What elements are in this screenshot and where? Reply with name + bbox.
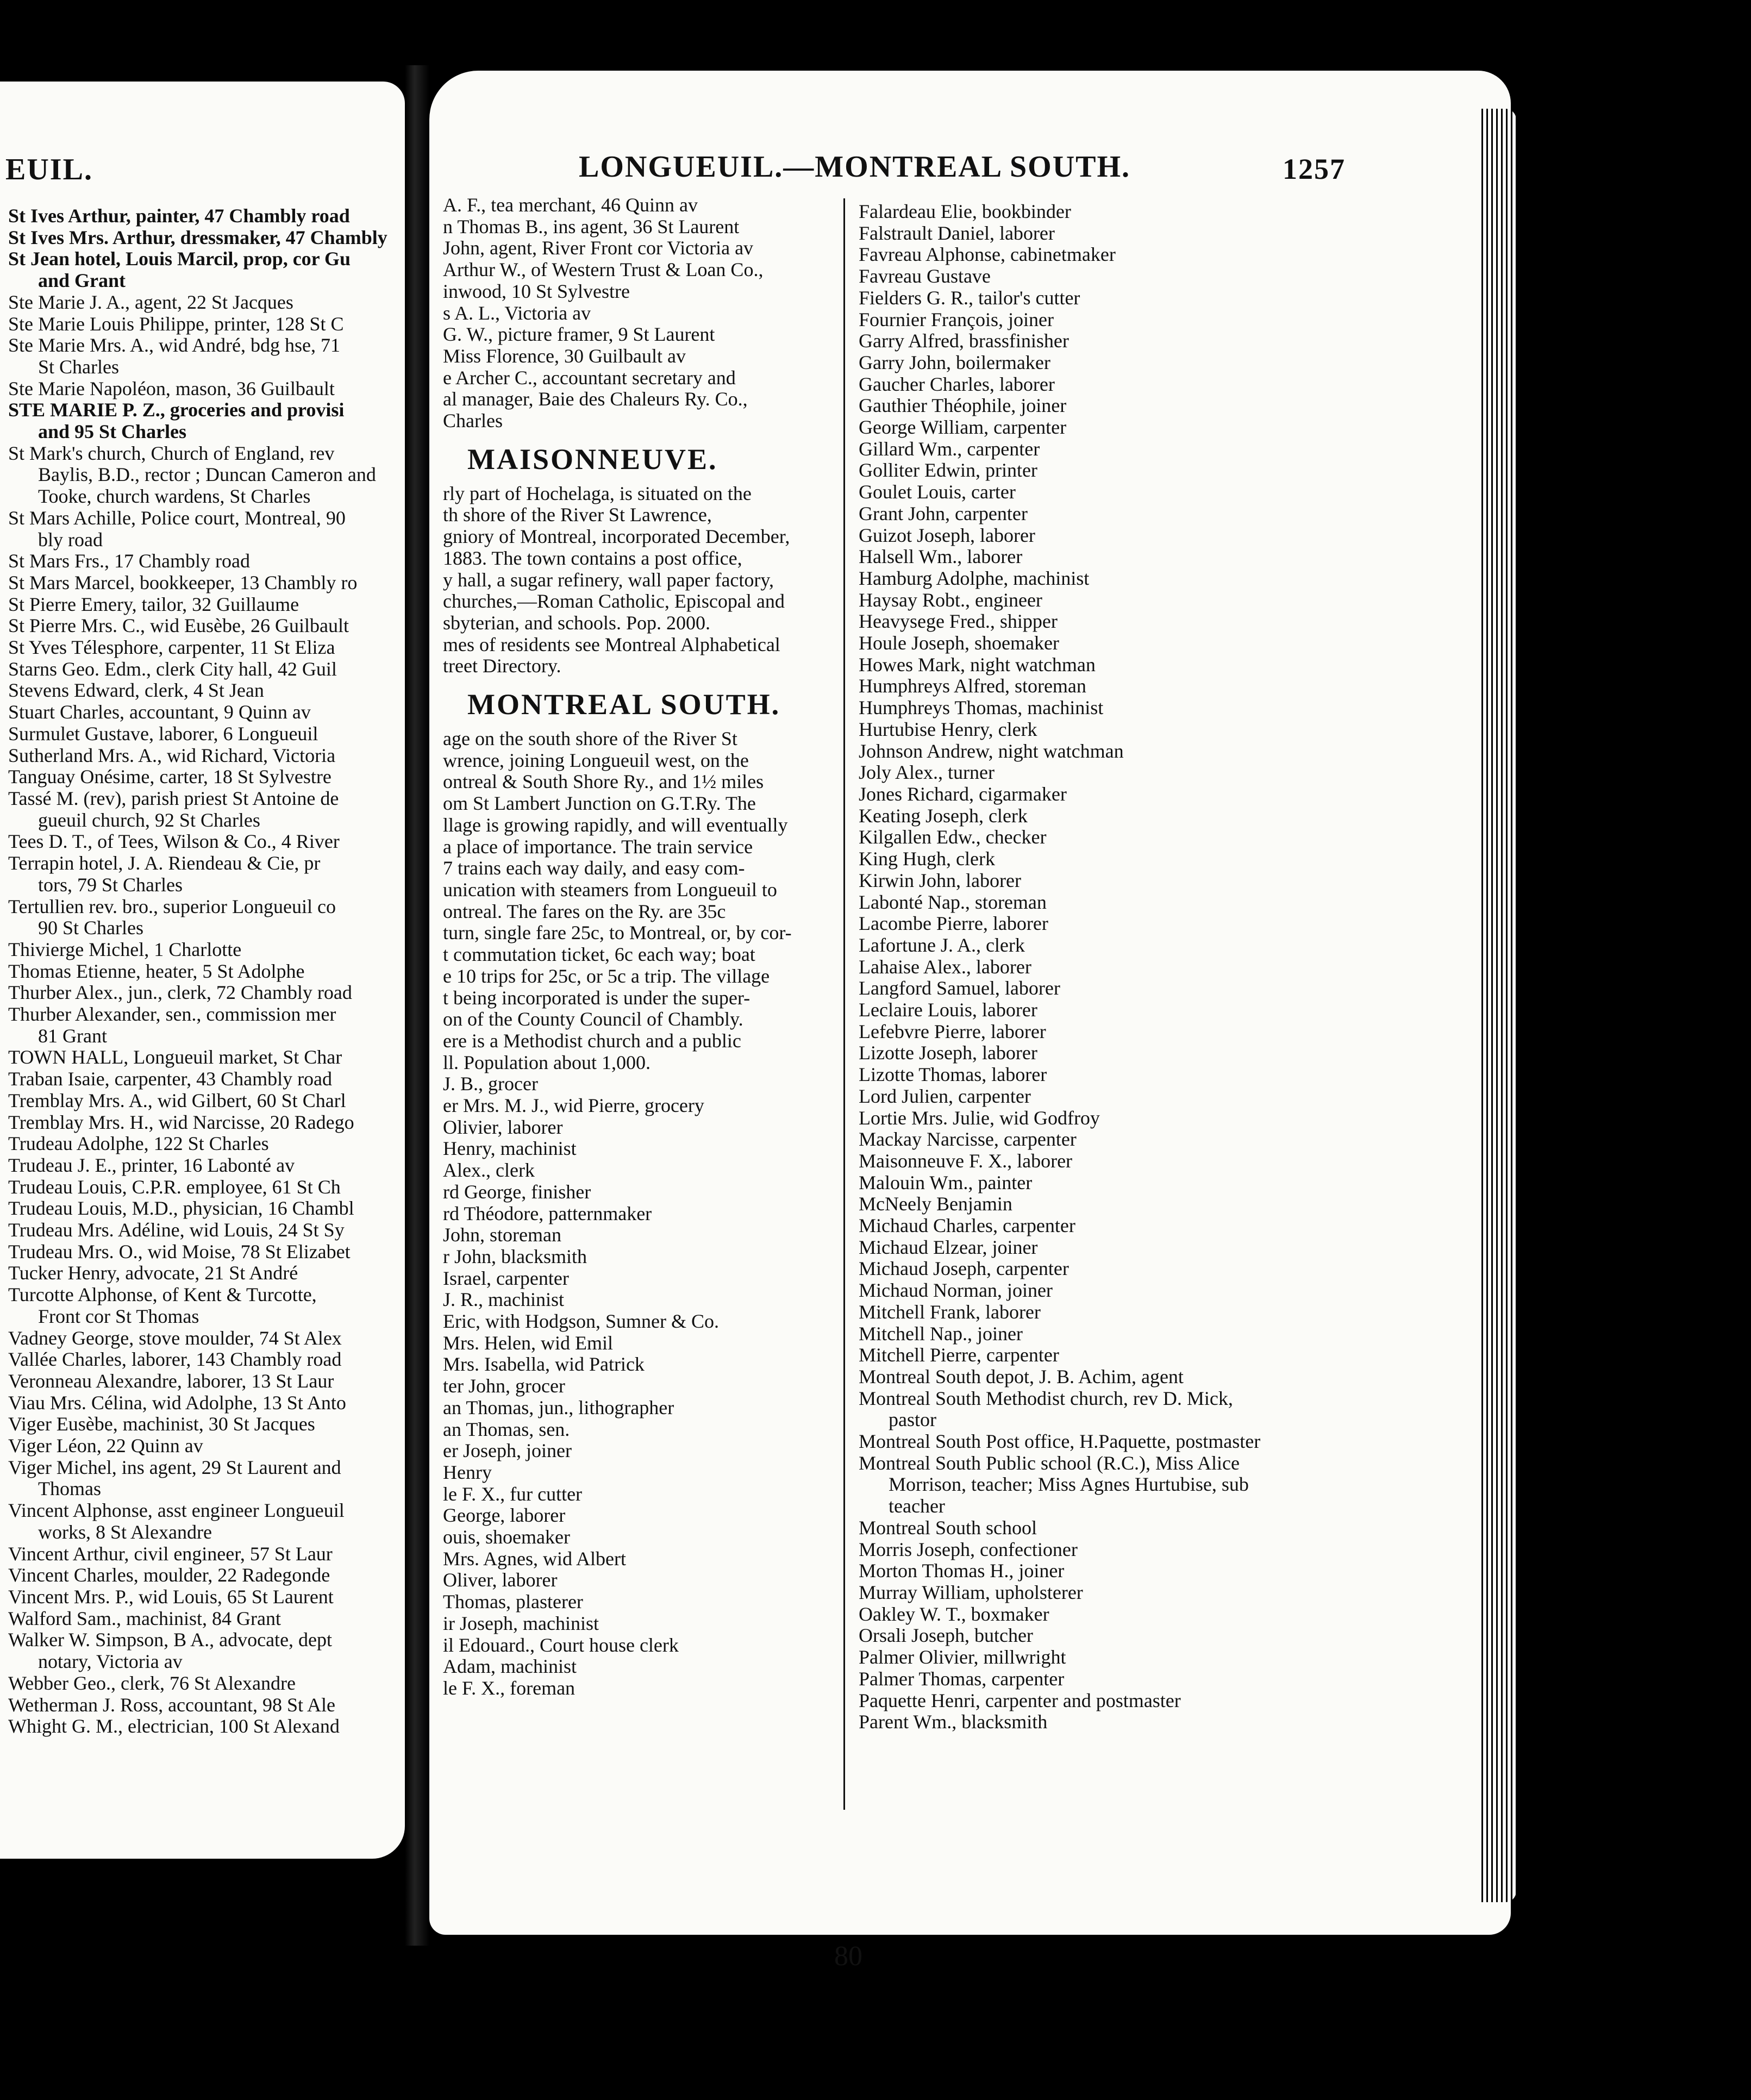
- directory-entry: Halsell Wm., laborer: [859, 546, 1023, 568]
- directory-entry: Tremblay Mrs. H., wid Narcisse, 20 Radego: [8, 1111, 354, 1133]
- directory-entry: Michaud Elzear, joiner: [859, 1236, 1038, 1258]
- directory-entry: r John, blacksmith: [443, 1245, 587, 1267]
- middle-bottom-entries: [443, 1073, 842, 1699]
- directory-entry: St Charles: [38, 355, 119, 378]
- paragraph-line: ll. Population about 1,000.: [443, 1051, 651, 1073]
- directory-entry: Gaucher Charles, laborer: [859, 373, 1055, 395]
- directory-entry: Gauthier Théophile, joiner: [859, 395, 1067, 417]
- directory-entry: Labonté Nap., storeman: [859, 891, 1047, 913]
- directory-entry: St Mars Frs., 17 Chambly road: [8, 550, 250, 572]
- directory-entry: le F. X., fur cutter: [443, 1483, 583, 1505]
- directory-entry: Starns Geo. Edm., clerk City hall, 42 Guil: [8, 658, 337, 680]
- directory-entry: Falardeau Elie, bookbinder: [859, 201, 1071, 222]
- directory-entry: works, 8 St Alexandre: [38, 1521, 212, 1543]
- directory-entry: Parent Wm., blacksmith: [859, 1711, 1048, 1733]
- directory-entry: George, laborer: [443, 1504, 566, 1527]
- directory-entry: Oliver, laborer: [443, 1569, 558, 1591]
- directory-entry: George William, carpenter: [859, 416, 1067, 439]
- directory-entry: Lafortune J. A., clerk: [859, 934, 1025, 956]
- directory-entry: Vadney George, stove moulder, 74 St Alex: [8, 1327, 342, 1349]
- directory-entry: Michaud Norman, joiner: [859, 1279, 1053, 1302]
- directory-entry: Guizot Joseph, laborer: [859, 524, 1035, 546]
- directory-entry: Mitchell Pierre, carpenter: [859, 1344, 1059, 1366]
- directory-entry: Mitchell Frank, laborer: [859, 1301, 1041, 1323]
- directory-entry: St Mark's church, Church of England, rev: [8, 442, 335, 464]
- paragraph-line: llage is growing rapidly, and will eventually: [443, 814, 788, 836]
- directory-entry: Morton Thomas H., joiner: [859, 1560, 1065, 1582]
- left-directory-column: [8, 205, 399, 1738]
- paragraph-line: t commutation ticket, 6c each way; boat: [443, 943, 755, 966]
- directory-entry: Maisonneuve F. X., laborer: [859, 1149, 1073, 1172]
- paragraph-line: rly part of Hochelaga, is situated on the: [443, 482, 752, 504]
- directory-entry: Trudeau Louis, M.D., physician, 16 Chambl: [8, 1197, 354, 1220]
- directory-entry: Miss Florence, 30 Guilbault av: [443, 345, 686, 367]
- directory-entry: Alex., clerk: [443, 1159, 535, 1182]
- directory-entry: Palmer Olivier, millwright: [859, 1646, 1066, 1668]
- paragraph-line: a place of importance. The train service: [443, 835, 753, 858]
- column-divider: [843, 198, 845, 1810]
- directory-entry: Lortie Mrs. Julie, wid Godfroy: [859, 1107, 1100, 1129]
- directory-entry: Turcotte Alphonse, of Kent & Turcotte,: [8, 1284, 317, 1306]
- directory-entry: St Mars Marcel, bookkeeper, 13 Chambly ro: [8, 571, 358, 593]
- directory-entry: Jones Richard, cigarmaker: [859, 783, 1067, 805]
- paragraph-line: wrence, joining Longueuil west, on the: [443, 749, 749, 771]
- directory-entry: Baylis, B.D., rector ; Duncan Cameron and: [38, 464, 376, 486]
- paragraph-line: gniory of Montreal, incorporated December,: [443, 526, 790, 548]
- directory-entry: e Archer C., accountant secretary and: [443, 366, 736, 389]
- paragraph-line: mes of residents see Montreal Alphabetical: [443, 633, 780, 655]
- directory-entry: ouis, shoemaker: [443, 1526, 570, 1548]
- directory-entry: Viau Mrs. Célina, wid Adolphe, 13 St Anto: [8, 1391, 346, 1414]
- paragraph-line: 7 trains each way daily, and easy com-: [443, 857, 745, 879]
- directory-entry: Lefebvre Pierre, laborer: [859, 1020, 1046, 1042]
- directory-entry: Stuart Charles, accountant, 9 Quinn av: [8, 701, 311, 723]
- directory-entry: rd Théodore, patternmaker: [443, 1202, 652, 1224]
- directory-entry: St Yves Télesphore, carpenter, 11 St Eliza: [8, 636, 335, 659]
- directory-entry: Viger Michel, ins agent, 29 St Laurent and: [8, 1456, 341, 1478]
- directory-entry: Tertullien rev. bro., superior Longueuil co: [8, 895, 336, 917]
- paragraph-line: turn, single fare 25c, to Montreal, or, by cor-: [443, 922, 792, 944]
- directory-entry: Stevens Edward, clerk, 4 St Jean: [8, 679, 264, 702]
- directory-entry: Webber Geo., clerk, 76 St Alexandre: [8, 1672, 296, 1694]
- directory-entry: Montreal South Public school (R.C.), Miss Alice: [859, 1452, 1240, 1474]
- page-title: LONGUEUIL.—MONTREAL SOUTH.: [579, 150, 1131, 184]
- directory-entry: Israel, carpenter: [443, 1267, 569, 1289]
- directory-entry: il Edouard., Court house clerk: [443, 1634, 679, 1656]
- montreal-south-heading: MONTREAL SOUTH.: [467, 688, 781, 721]
- paragraph-line: t being incorporated is under the super-: [443, 986, 751, 1009]
- directory-entry: Thurber Alexander, sen., commission mer: [8, 1003, 336, 1026]
- directory-entry: inwood, 10 St Sylvestre: [443, 280, 630, 302]
- directory-entry: Olivier, laborer: [443, 1116, 563, 1138]
- paragraph-line: on of the County Council of Chambly.: [443, 1008, 743, 1030]
- directory-entry: Favreau Alphonse, cabinetmaker: [859, 243, 1116, 266]
- directory-entry: Vallée Charles, laborer, 143 Chambly road: [8, 1348, 342, 1371]
- directory-entry: Grant John, carpenter: [859, 502, 1028, 524]
- directory-entry: Mrs. Agnes, wid Albert: [443, 1547, 626, 1570]
- directory-entry: Tees D. T., of Tees, Wilson & Co., 4 River: [8, 830, 340, 853]
- directory-entry: J. R., machinist: [443, 1289, 564, 1311]
- directory-entry: Vincent Arthur, civil engineer, 57 St Laur: [8, 1542, 333, 1565]
- directory-entry: Oakley W. T., boxmaker: [859, 1603, 1049, 1625]
- directory-entry: Vincent Charles, moulder, 22 Radegonde: [8, 1564, 330, 1586]
- directory-entry: Garry Alfred, brassfinisher: [859, 330, 1069, 352]
- directory-entry: Joly Alex., turner: [859, 761, 995, 784]
- directory-entry: le F. X., foreman: [443, 1677, 576, 1699]
- directory-entry: McNeely Benjamin: [859, 1193, 1012, 1215]
- directory-entry: Haysay Robt., engineer: [859, 589, 1042, 611]
- directory-entry: Houle Joseph, shoemaker: [859, 632, 1059, 654]
- directory-entry: Tooke, church wardens, St Charles: [38, 485, 311, 508]
- right-page: [429, 71, 1511, 1972]
- directory-entry: St Pierre Mrs. C., wid Eusèbe, 26 Guilbault: [8, 615, 349, 637]
- montreal-south-description: [443, 728, 842, 1073]
- directory-entry: Trudeau Mrs. Adéline, wid Louis, 24 St Sy: [8, 1219, 345, 1241]
- paragraph-line: ontreal & South Shore Ry., and 1½ miles: [443, 771, 764, 793]
- directory-entry: G. W., picture framer, 9 St Laurent: [443, 323, 715, 346]
- directory-entry: Thivierge Michel, 1 Charlotte: [8, 938, 242, 960]
- directory-entry: Viger Léon, 22 Quinn av: [8, 1435, 203, 1457]
- directory-entry: Gillard Wm., carpenter: [859, 438, 1040, 460]
- directory-entry: Montreal South depot, J. B. Achim, agent: [859, 1365, 1184, 1388]
- book-gutter: [405, 65, 429, 1946]
- directory-entry: Tassé M. (rev), parish priest St Antoine de: [8, 787, 339, 809]
- directory-entry: John, storeman: [443, 1224, 561, 1246]
- left-page: [0, 82, 405, 1859]
- directory-entry: Johnson Andrew, night watchman: [859, 740, 1124, 762]
- directory-entry: gueuil church, 92 St Charles: [38, 809, 260, 831]
- directory-entry: Lahaise Alex., laborer: [859, 955, 1031, 978]
- directory-entry: 81 Grant: [38, 1024, 107, 1047]
- directory-entry: Eric, with Hodgson, Sumner & Co.: [443, 1310, 719, 1333]
- directory-entry: TOWN HALL, Longueuil market, St Char: [8, 1046, 342, 1068]
- directory-entry: Tanguay Onésime, carter, 18 St Sylvestre: [8, 766, 332, 788]
- page-number: 1257: [1283, 153, 1346, 185]
- directory-entry: St Jean hotel, Louis Marcil, prop, cor Gu: [8, 248, 351, 270]
- directory-entry: and 95 St Charles: [38, 421, 187, 443]
- directory-entry: Mitchell Nap., joiner: [859, 1322, 1023, 1345]
- directory-entry: Paquette Henri, carpenter and postmaster: [859, 1689, 1181, 1711]
- directory-entry: Terrapin hotel, J. A. Riendeau & Cie, pr: [8, 852, 321, 874]
- right-directory-column: [859, 201, 1375, 1733]
- directory-entry: Humphreys Thomas, machinist: [859, 697, 1104, 719]
- directory-entry: Ste Marie J. A., agent, 22 St Jacques: [8, 291, 293, 313]
- directory-entry: Wetherman J. Ross, accountant, 98 St Ale: [8, 1693, 335, 1716]
- directory-entry: and Grant: [38, 270, 126, 292]
- directory-entry: bly road: [38, 528, 103, 551]
- paragraph-line: th shore of the River St Lawrence,: [443, 504, 712, 526]
- directory-entry: Trudeau Adolphe, 122 St Charles: [8, 1133, 269, 1155]
- directory-entry: Thomas Etienne, heater, 5 St Adolphe: [8, 960, 305, 982]
- directory-entry: Falstrault Daniel, laborer: [859, 222, 1055, 244]
- directory-entry: A. F., tea merchant, 46 Quinn av: [443, 194, 698, 216]
- directory-entry: Fielders G. R., tailor's cutter: [859, 286, 1080, 309]
- directory-entry: n Thomas B., ins agent, 36 St Laurent: [443, 215, 740, 238]
- directory-entry: Langford Samuel, laborer: [859, 977, 1060, 999]
- directory-entry: Ste Marie Louis Philippe, printer, 128 St C: [8, 312, 344, 335]
- directory-entry: Vincent Mrs. P., wid Louis, 65 St Laurent: [8, 1586, 334, 1608]
- directory-entry: Charles: [443, 410, 503, 432]
- directory-entry: Murray William, upholsterer: [859, 1582, 1083, 1603]
- maisonneuve-heading: MAISONNEUVE.: [467, 442, 718, 476]
- directory-entry: Mrs. Isabella, wid Patrick: [443, 1353, 645, 1376]
- directory-entry: Orsali Joseph, butcher: [859, 1624, 1033, 1647]
- maisonneuve-description: [443, 483, 842, 677]
- directory-entry: St Mars Achille, Police court, Montreal, 90: [8, 507, 346, 529]
- directory-entry: Surmulet Gustave, laborer, 6 Longueuil: [8, 722, 318, 745]
- directory-entry: an Thomas, sen.: [443, 1418, 570, 1440]
- directory-entry: Kilgallen Edw., checker: [859, 826, 1047, 848]
- directory-entry: Morris Joseph, confectioner: [859, 1538, 1078, 1560]
- directory-entry: Hamburg Adolphe, machinist: [859, 567, 1090, 589]
- footer-signature-number: 80: [834, 1941, 862, 1972]
- middle-directory-column: [443, 195, 842, 1699]
- directory-entry: notary, Victoria av: [38, 1651, 183, 1673]
- directory-entry: John, agent, River Front cor Victoria av: [443, 237, 754, 259]
- directory-entry: Malouin Wm., painter: [859, 1171, 1033, 1193]
- directory-entry: Montreal South school: [859, 1516, 1037, 1539]
- directory-entry: Leclaire Louis, laborer: [859, 999, 1037, 1021]
- paragraph-line: sbyterian, and schools. Pop. 2000.: [443, 611, 710, 634]
- paragraph-line: unication with steamers from Longueuil to: [443, 878, 777, 901]
- directory-entry: Garry John, boilermaker: [859, 351, 1050, 373]
- directory-entry: teacher: [889, 1495, 945, 1517]
- directory-entry: Mackay Narcisse, carpenter: [859, 1128, 1077, 1151]
- directory-entry: Veronneau Alexandre, laborer, 13 St Laur: [8, 1370, 334, 1392]
- paragraph-line: churches,—Roman Catholic, Episcopal and: [443, 590, 785, 612]
- directory-entry: Traban Isaie, carpenter, 43 Chambly road: [8, 1068, 333, 1090]
- paragraph-line: age on the south shore of the River St: [443, 728, 737, 750]
- directory-entry: Michaud Joseph, carpenter: [859, 1258, 1069, 1280]
- directory-entry: Front cor St Thomas: [38, 1305, 199, 1327]
- directory-entry: Trudeau Louis, C.P.R. employee, 61 St Ch: [8, 1176, 341, 1198]
- left-running-header: EUIL.: [5, 153, 93, 186]
- directory-entry: Michaud Charles, carpenter: [859, 1215, 1075, 1237]
- directory-entry: Kirwin John, laborer: [859, 869, 1021, 891]
- directory-entry: Thomas, plasterer: [443, 1591, 583, 1613]
- directory-entry: King Hugh, clerk: [859, 848, 995, 870]
- directory-entry: St Ives Mrs. Arthur, dressmaker, 47 Chambly: [8, 226, 387, 248]
- directory-entry: Heavysege Fred., shipper: [859, 610, 1058, 633]
- directory-entry: er Mrs. M. J., wid Pierre, grocery: [443, 1095, 704, 1117]
- directory-entry: Keating Joseph, clerk: [859, 804, 1028, 827]
- paragraph-line: ontreal. The fares on the Ry. are 35c: [443, 900, 726, 922]
- directory-entry: Morrison, teacher; Miss Agnes Hurtubise, sub: [889, 1473, 1249, 1496]
- directory-entry: Thurber Alex., jun., clerk, 72 Chambly road: [8, 982, 352, 1004]
- directory-entry: Fournier François, joiner: [859, 308, 1054, 330]
- directory-entry: Ste Marie Mrs. A., wid André, bdg hse, 71: [8, 334, 340, 357]
- page-edges: [1478, 109, 1516, 1902]
- directory-entry: Arthur W., of Western Trust & Loan Co.,: [443, 259, 764, 281]
- directory-entry: 90 St Charles: [38, 917, 143, 939]
- directory-entry: Mrs. Helen, wid Emil: [443, 1332, 613, 1354]
- directory-entry: ir Joseph, machinist: [443, 1612, 599, 1634]
- directory-entry: Walford Sam., machinist, 84 Grant: [8, 1607, 281, 1629]
- directory-entry: Howes Mark, night watchman: [859, 653, 1096, 676]
- paragraph-line: y hall, a sugar refinery, wall paper factory,: [443, 568, 774, 591]
- directory-entry: Lizotte Thomas, laborer: [859, 1064, 1047, 1086]
- directory-entry: Favreau Gustave: [859, 265, 991, 288]
- directory-entry: Ste Marie Napoléon, mason, 36 Guilbault: [8, 377, 335, 399]
- directory-entry: St Pierre Emery, tailor, 32 Guillaume: [8, 593, 299, 615]
- directory-entry: ter John, grocer: [443, 1375, 565, 1397]
- paragraph-line: e 10 trips for 25c, or 5c a trip. The village: [443, 965, 770, 987]
- directory-entry: Sutherland Mrs. A., wid Richard, Victoria: [8, 744, 336, 766]
- paragraph-line: 1883. The town contains a post office,: [443, 547, 742, 569]
- directory-entry: Montreal South Post office, H.Paquette, postmaster: [859, 1430, 1261, 1453]
- directory-entry: Palmer Thomas, carpenter: [859, 1667, 1065, 1690]
- directory-entry: Henry: [443, 1461, 492, 1483]
- directory-entry: Whight G. M., electrician, 100 St Alexand: [8, 1715, 340, 1738]
- directory-entry: J. B., grocer: [443, 1073, 538, 1095]
- paragraph-line: treet Directory.: [443, 655, 561, 677]
- directory-entry: STE MARIE P. Z., groceries and provisi: [8, 399, 345, 421]
- directory-entry: er Joseph, joiner: [443, 1440, 572, 1462]
- directory-entry: tors, 79 St Charles: [38, 873, 183, 896]
- directory-entry: rd George, finisher: [443, 1180, 591, 1203]
- middle-top-entries: [443, 195, 842, 432]
- directory-entry: Goulet Louis, carter: [859, 481, 1016, 503]
- directory-entry: Henry, machinist: [443, 1138, 577, 1160]
- paragraph-line: om St Lambert Junction on G.T.Ry. The: [443, 792, 756, 815]
- directory-entry: Walker W. Simpson, B A., advocate, dept: [8, 1629, 333, 1651]
- directory-entry: Adam, machinist: [443, 1655, 577, 1678]
- paragraph-line: ere is a Methodist church and a public: [443, 1029, 741, 1052]
- directory-entry: Trudeau Mrs. O., wid Moise, 78 St Elizabet: [8, 1240, 351, 1262]
- directory-entry: s A. L., Victoria av: [443, 302, 591, 324]
- directory-entry: Hurtubise Henry, clerk: [859, 718, 1037, 740]
- directory-entry: Viger Eusèbe, machinist, 30 St Jacques: [8, 1413, 315, 1435]
- directory-entry: Humphreys Alfred, storeman: [859, 675, 1086, 697]
- directory-entry: pastor: [889, 1409, 936, 1431]
- directory-entry: Lord Julien, carpenter: [859, 1085, 1031, 1107]
- directory-entry: Tucker Henry, advocate, 21 St André: [8, 1262, 298, 1284]
- directory-entry: Montreal South Methodist church, rev D. Mick,: [859, 1387, 1233, 1409]
- directory-entry: an Thomas, jun., lithographer: [443, 1396, 674, 1418]
- directory-entry: Thomas: [38, 1478, 101, 1500]
- directory-entry: Lacombe Pierre, laborer: [859, 912, 1048, 935]
- directory-entry: al manager, Baie des Chaleurs Ry. Co.,: [443, 388, 748, 410]
- directory-entry: Lizotte Joseph, laborer: [859, 1042, 1037, 1064]
- directory-entry: Trudeau J. E., printer, 16 Labonté av: [8, 1154, 295, 1176]
- directory-entry: St Ives Arthur, painter, 47 Chambly road: [8, 205, 350, 227]
- directory-entry: Golliter Edwin, printer: [859, 459, 1037, 482]
- directory-entry: Tremblay Mrs. A., wid Gilbert, 60 St Charl: [8, 1089, 346, 1111]
- directory-entry: Vincent Alphonse, asst engineer Longueuil: [8, 1499, 345, 1522]
